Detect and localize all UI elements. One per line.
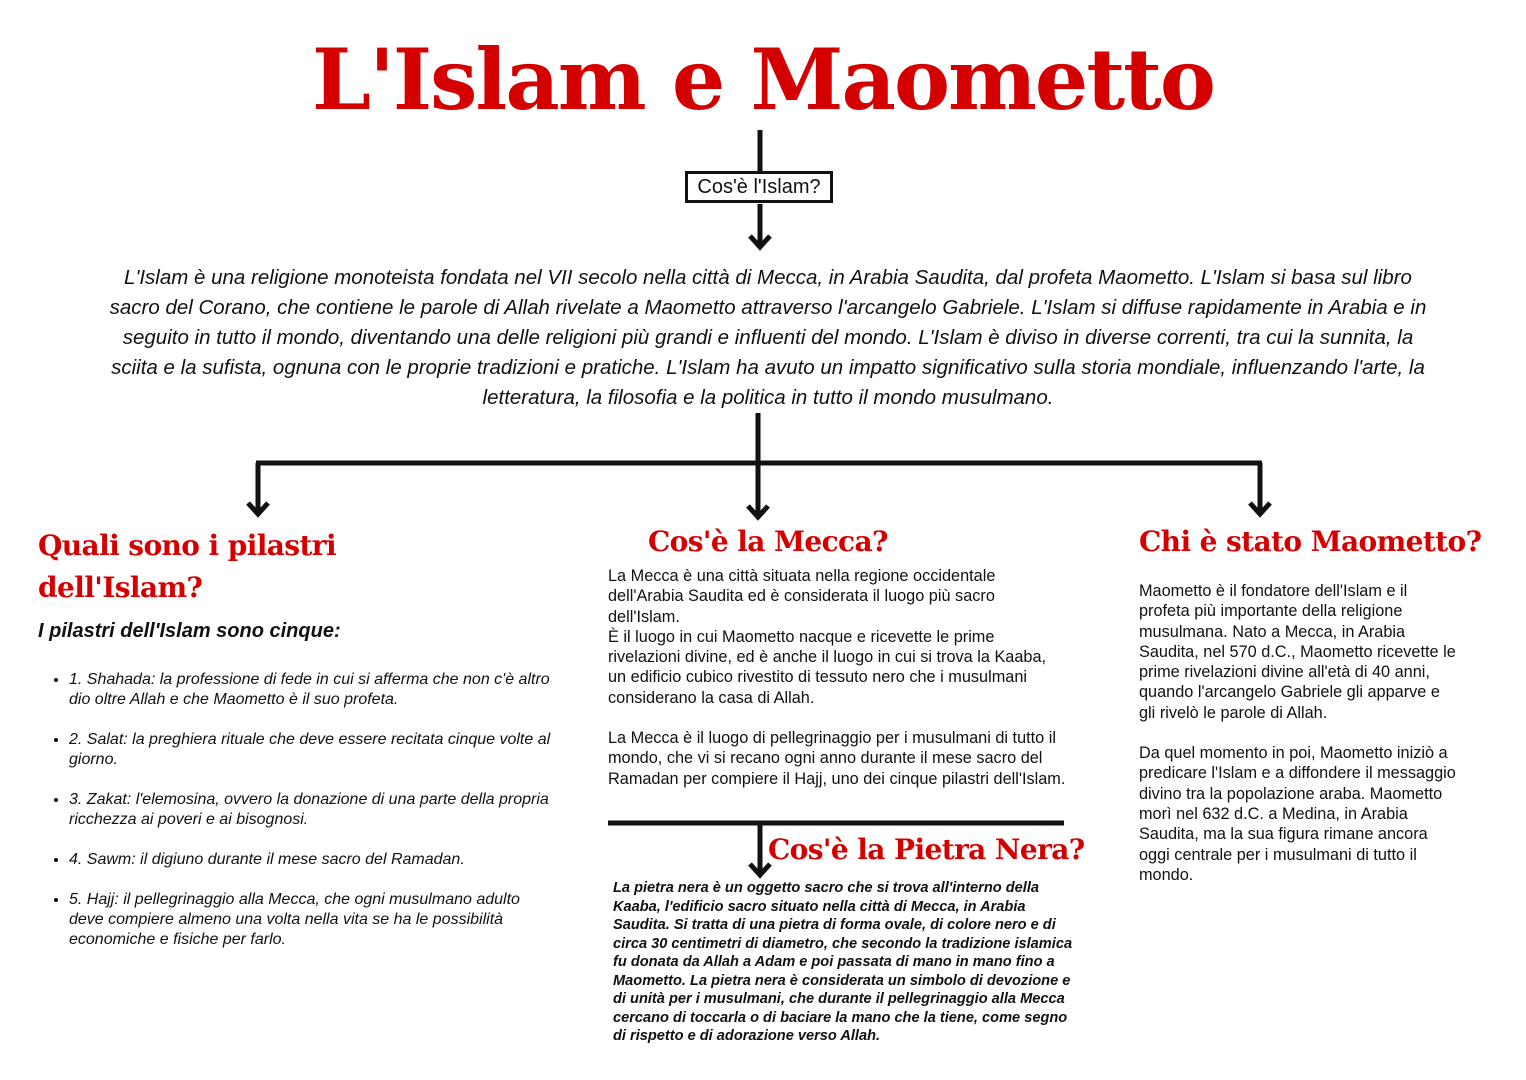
maometto-paragraph-1: Maometto è il fondatore dell'Islam e il profeta più importante della religione musulmana. Nato a Mecca, in Arabia Saudita, nel 570 d.C., Maometto ricevette le prime rivelazioni divine all'età di 40 anni, quando l'arcangelo Gabriele gli apparve e gli rivelò le parole di Allah. [1139,582,1456,722]
intro-paragraph: L'Islam è una religione monoteista fondata nel VII secolo nella città di Mecca, in Arabia Saudita, dal profeta Maometto. L'Islam si basa sul libro sacro del Corano, che contiene le parole di Allah rivelate a Maometto attraverso l'arcangelo Gabriele. L'Islam si diffuse rapidamente in Arabia e in seguito in tutto il mondo, diventando una delle religioni più grandi e influenti del mondo. L'Islam è diviso in diverse correnti, tra cui la sunnita, la sciita e la sufista, ognuna con le proprie tradizioni e pratiche. L'Islam ha avuto un impatto significativo sulla storia mondiale, influenzando l'arte, la letteratura, la filosofia e la politica in tutto il mondo musulmano. [109,266,1427,409]
mecca-paragraph-3: La Mecca è il luogo di pellegrinaggio per i musulmani di tutto il mondo, che vi si recano ogni anno durante il mese sacro del Ramadan per compiere il Hajj, uno dei cinque pilastri dell'Islam. [608,729,1066,788]
mecca-heading: Cos'è la Mecca? [648,525,888,558]
stone-heading: Cos'è la Pietra Nera? [768,833,1085,866]
pillars-list [38,670,559,970]
mecca-paragraph-1: La Mecca è una città situata nella regione occidentale dell'Arabia Saudita ed è considerata il luogo più sacro dell'Islam. [608,567,996,626]
pillars-intro: I pilastri dell'Islam sono cinque: [38,620,341,642]
list-item: • 5. Hajj: il pellegrinaggio alla Mecca, che ogni musulmano adulto deve compiere almeno una volta nella vita se ha le possibilità economiche e fisiche per farlo. [69,890,559,950]
maometto-text [1139,581,1459,905]
maometto-paragraph-2: Da quel momento in poi, Maometto iniziò a predicare l'Islam e a diffondere il messaggio divino tra la popolazione araba. Maometto morì nel 632 d.C. a Medina, in Arabia Saudita, ma la sua figura rimane ancora oggi centrale per i musulmani di tutto il mondo. [1139,744,1456,884]
mecca-text [608,566,1068,809]
page-title: L'Islam e Maometto [312,30,1214,129]
mecca-paragraph-2: È il luogo in cui Maometto nacque e ricevette le prime rivelazioni divine, ed è anche il luogo in cui si trova la Kaaba, un edificio cubico rivestito di tessuto nero che i musulmani considerano la casa di Allah. [608,627,1047,707]
question-box: Cos'è l'Islam? [685,171,833,203]
maometto-heading: Chi è stato Maometto? [1139,525,1482,558]
list-item: • 1. Shahada: la professione di fede in cui si afferma che non c'è altro dio oltre Allah e che Maometto è il suo profeta. [69,670,559,710]
list-item: • 2. Salat: la preghiera rituale che deve essere recitata cinque volte al giorno. [69,730,559,770]
list-item: • 3. Zakat: l'elemosina, ovvero la donazione di una parte della propria ricchezza ai poveri e ai bisognosi. [69,790,559,830]
stone-text: La pietra nera è un oggetto sacro che si trova all'interno della Kaaba, l'edificio sacro situato nella città di Mecca, in Arabia Saudita. Si tratta di una pietra di forma ovale, di colore nero e di circa 30 centimetri di diametro, che secondo la tradizione islamica fu donata da Allah a Adam e poi passata di mano in mano fino a Maometto. La pietra nera è considerata un simbolo di devozione e di unità per i musulmani, che durante il pellegrinaggio alla Mecca cercano di toccarla o di baciare la mano che la tiene, come segno di rispetto e di adorazione verso Allah. [613,880,1073,1044]
list-item: • 4. Sawm: il digiuno durante il mese sacro del Ramadan. [69,850,559,870]
pillars-heading: Quali sono i pilastri dell'Islam? [38,529,336,604]
